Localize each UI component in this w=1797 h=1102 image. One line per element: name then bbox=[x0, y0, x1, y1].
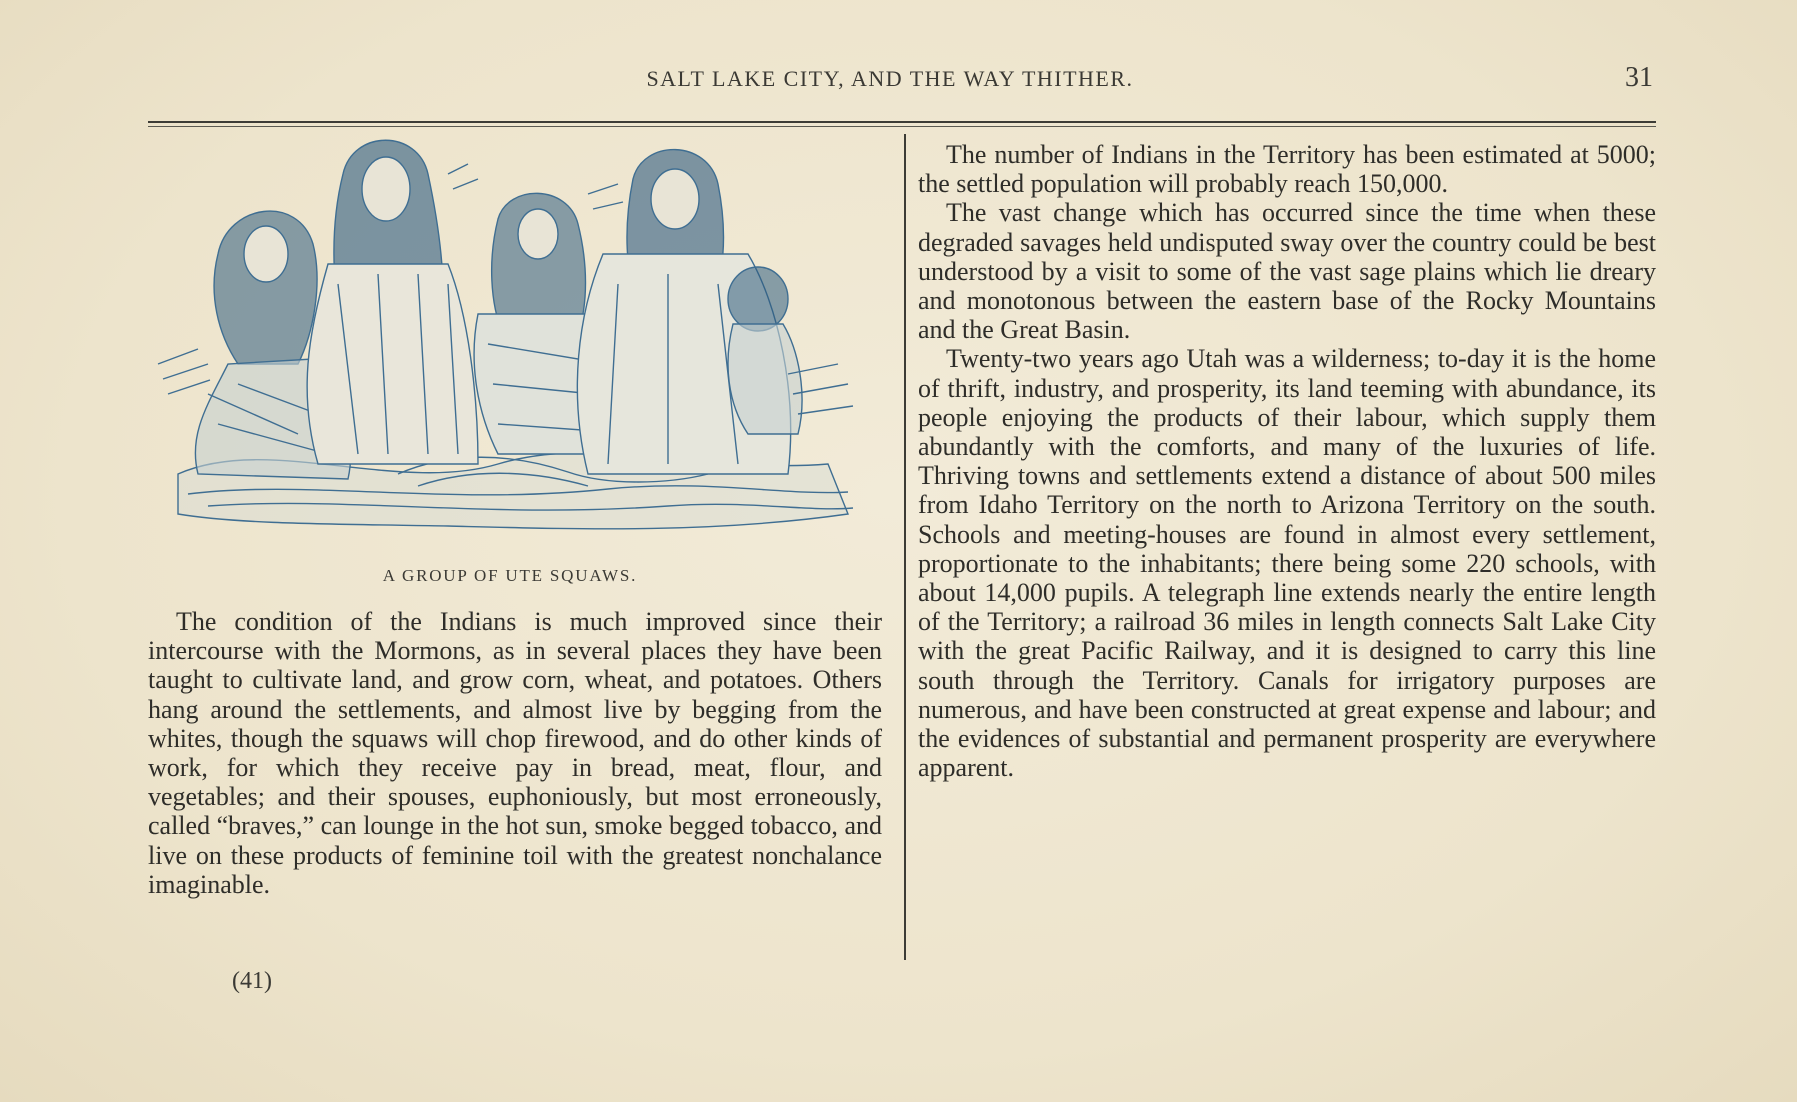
right-paragraph-1: The number of Indians in the Territory has been estimated at 5000; the settled population will probably reach 150,000. bbox=[918, 140, 1656, 199]
ute-group-engraving bbox=[148, 134, 868, 554]
page-number: 31 bbox=[1625, 62, 1653, 93]
left-column bbox=[148, 607, 882, 899]
right-column bbox=[918, 140, 1656, 782]
folio-number: (41) bbox=[232, 968, 272, 994]
left-paragraph: The condition of the Indians is much improved since their intercourse with the Mormons, as in several places they have been taught to cultivate land, and grow corn, wheat, and potatoes. Others hang around the settlements, and almost live by begging from the whites, though the squaws will chop firewood, and do other kinds of work, for which they receive pay in bread, meat, flour, and vegetables; and their spouses, euphoniously, but most erroneously, called “braves,” can lounge in the hot sun, smoke begged tobacco, and live on these products of feminine toil with the greatest nonchalance imaginable. bbox=[148, 607, 882, 899]
header-rule-thin bbox=[148, 126, 1656, 127]
right-paragraph-3: Twenty-two years ago Utah was a wilderness; to-day it is the home of thrift, industry, and prosperity, its land teeming with abundance, its people enjoying the products of their labour, which supply them abundantly with the comforts, and many of the luxuries of life. Thriving towns and settlements extend a distance of about 500 miles from Idaho Territory on the north to Arizona Territory on the south. Schools and meeting-houses are found in almost every settlement, proportionate to the inhabitants; there being some 220 schools, with about 14,000 pupils. A telegraph line extends nearly the entire length of the Territory; a railroad 36 miles in length connects Salt Lake City with the great Pacific Railway, and it is designed to carry this line south through the Territory. Canals for irrigatory purposes are numerous, and have been constructed at great expense and labour; and the evidences of substantial and permanent prosperity are everywhere apparent. bbox=[918, 344, 1656, 783]
figure-caption: A GROUP OF UTE SQUAWS. bbox=[382, 566, 638, 585]
column-divider bbox=[904, 134, 906, 960]
right-paragraph-2: The vast change which has occurred since the time when these degraded savages held undisputed sway over the country could be best understood by a visit to some of the vast sage plains which lie dreary and monotonous between the eastern base of the Rocky Mountains and the Great Basin. bbox=[918, 198, 1656, 345]
header-rule bbox=[148, 121, 1656, 123]
running-title: SALT LAKE CITY, AND THE WAY THITHER. bbox=[646, 66, 1134, 91]
